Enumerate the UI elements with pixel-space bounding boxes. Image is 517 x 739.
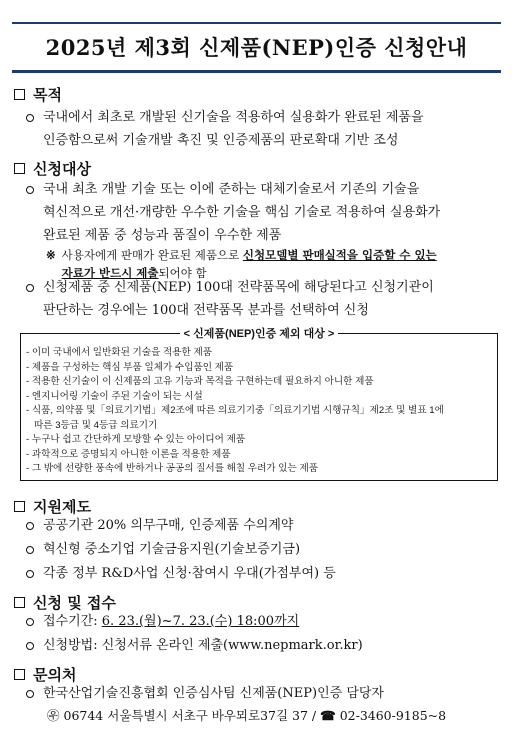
contact-address-line: [47, 706, 446, 726]
note-part-1: 사용자에게 판매가 완료된 제품으로: [61, 248, 240, 262]
circle-bullet-icon: [26, 546, 34, 554]
purpose-line-2: 인증함으로써 기술개발 촉진 및 인증제품의 판로확대 기반 조성: [43, 133, 399, 148]
contact-org-text: 한국산업기술진흥협회 인증심사팀 신제품(NEP)인증 담당자: [43, 686, 384, 701]
note-part-2: 신청모델별 판매실적을 입증할 수 있는: [242, 248, 437, 262]
support-item-text: 각종 정부 R&D사업 신청·참여시 우대(가점부여) 등: [43, 566, 336, 581]
page-title: 2025년 제3회 신제품(NEP)인증 신청안내: [45, 35, 468, 60]
note-mark: ※: [46, 248, 56, 262]
exclusion-line: - 누구나 쉽고 간단하게 모방할 수 있는 아이디어 제품: [26, 434, 246, 445]
support-item-text: 공공기관 20% 의무구매, 인증제품 수의계약: [43, 518, 294, 533]
section-application-title: 신청 및 접수: [33, 594, 116, 612]
circle-bullet-icon: [26, 186, 34, 194]
exclusion-line: - 식품, 의약품 및「의료기기법」제2조에 따른 의료기기중「의료기기법 시행규칙」제2조 및 별표 1에: [26, 405, 444, 416]
square-bullet-icon: [14, 501, 25, 512]
circle-bullet-icon: [26, 618, 34, 626]
circle-bullet-icon: [26, 570, 34, 578]
application-period: [26, 610, 500, 633]
exclusion-line: 따른 3등급 및 4등급 의료기기: [34, 419, 158, 431]
target-item-1: [26, 178, 500, 247]
circle-bullet-icon: [26, 690, 34, 698]
application-method-text: 신청방법: 신청서류 온라인 제출(www.nepmark.or.kr): [43, 638, 363, 653]
phone-icon: ☎: [320, 708, 336, 723]
target-item-2: [26, 276, 500, 322]
square-bullet-icon: [14, 89, 25, 100]
contact-phone: 02-3460-9185~8: [339, 708, 447, 723]
target-item-2-line-1: 신청제품 중 신제품(NEP) 100대 전략품목에 해당된다고 신청기관이: [43, 280, 434, 295]
note-part-3: 자료가 반드시 제출: [61, 266, 159, 280]
contact-address: 06744 서울특별시 서초구 바우뫼로37길 37 /: [63, 708, 317, 723]
square-bullet-icon: [14, 163, 25, 174]
exclusion-box-title: [21, 325, 497, 341]
purpose-item: [26, 106, 500, 152]
application-method: [26, 634, 500, 657]
circle-bullet-icon: [26, 522, 34, 530]
section-support-title: 지원제도: [33, 498, 91, 516]
purpose-line-1: 국내에서 최초로 개발된 신기술을 적용하여 실용화가 완료된 제품을: [43, 110, 424, 125]
square-bullet-icon: [14, 597, 25, 608]
section-purpose-heading: [14, 84, 62, 105]
exclusion-line: - 이미 국내에서 일반화된 기술을 적용한 제품: [26, 347, 213, 358]
application-period-label: 접수기간:: [43, 614, 98, 629]
application-period-value: 6. 23.(월)~7. 23.(수) 18:00까지: [101, 614, 300, 629]
exclusion-box-title-text: < 신제품(NEP)인증 제외 대상 >: [180, 325, 339, 341]
circle-bullet-icon: [26, 284, 34, 292]
exclusion-line: - 엔지니어링 기술이 주된 기술이 되는 시설: [26, 390, 203, 402]
exclusion-list: [26, 346, 489, 477]
exclusion-line: - 과학적으로 증명되지 아니한 이론을 적용한 제품: [26, 448, 231, 460]
divider: [338, 333, 497, 334]
support-item: [26, 562, 500, 585]
section-target-title: 신청대상: [33, 160, 91, 178]
contact-org: [26, 682, 500, 705]
target-item-2-line-2: 판단하는 경우에는 100대 전략품목 분과를 선택하여 신청: [43, 303, 369, 318]
section-purpose-title: 목적: [33, 86, 62, 104]
section-contact-title: 문의처: [33, 666, 77, 684]
target-item-1-line-3: 완료된 제품 중 성능과 품질이 우수한 제품: [43, 228, 282, 243]
target-item-1-line-1: 국내 최초 개발 기술 또는 이에 준하는 대체기술로서 기존의 기술을: [43, 182, 420, 197]
square-bullet-icon: [14, 669, 25, 680]
target-item-1-line-2: 혁신적으로 개선·개량한 우수한 기술을 핵심 기술로 적용하여 실용화가: [43, 205, 441, 220]
exclusion-line: - 제품을 구성하는 핵심 부품 일체가 수입품인 제품: [26, 361, 234, 373]
exclusion-box: [20, 328, 498, 481]
support-item: [26, 538, 500, 561]
support-item-text: 혁신형 중소기업 기술금융지원(기술보증기금): [43, 542, 301, 557]
postal-icon: ㉾: [47, 708, 60, 723]
section-target-heading: [14, 158, 91, 179]
support-item: [26, 514, 500, 537]
exclusion-line: - 그 밖에 선량한 풍속에 반하거나 공공의 질서를 해칠 우려가 있는 제품: [26, 463, 319, 474]
circle-bullet-icon: [26, 114, 34, 122]
title-banner: [12, 22, 501, 73]
exclusion-line: - 적용한 신기술이 이 신제품의 고유 기능과 목적을 구현하는데 필요하지 아니한 제품: [26, 376, 374, 387]
note-part-4: 되어야 함: [158, 266, 207, 280]
divider: [21, 333, 180, 334]
circle-bullet-icon: [26, 642, 34, 650]
